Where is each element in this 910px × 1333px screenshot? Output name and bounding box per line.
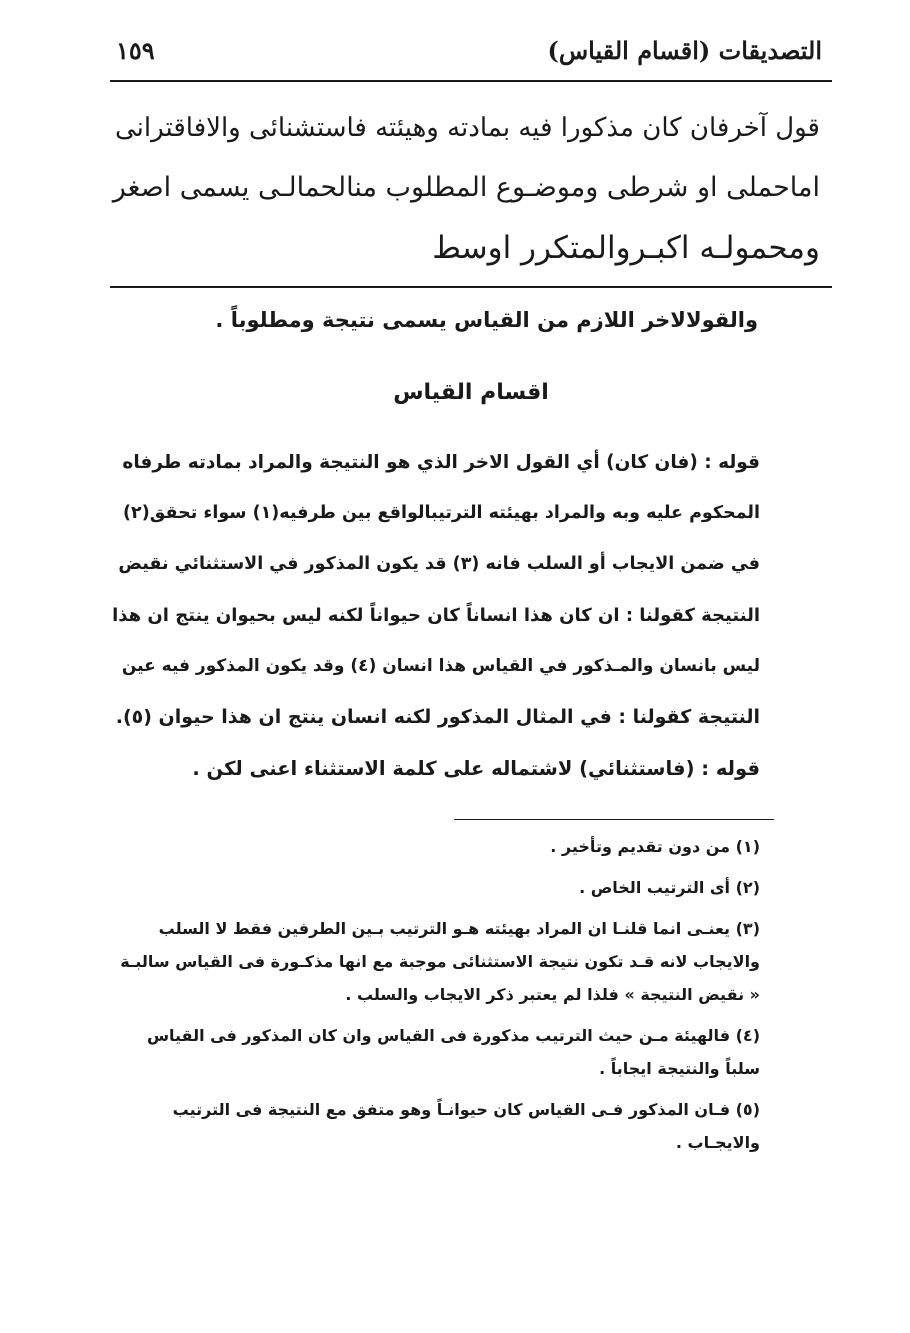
commentary-line: في ضمن الايجاب أو السلب فانه (٣) قد يكون المذكور في الاستثنائي نقيض <box>118 554 760 574</box>
commentary-block <box>108 437 760 794</box>
commentary-line: النتيجة كقولنا : ان كان هذا انساناً كان حيواناً لكنه ليس بحيوان ينتج ان هذا <box>112 605 760 626</box>
footnote-line: « نقيض النتيجة » فلذا لم يعتبر ذكر الايجاب والسلب . <box>345 985 760 1004</box>
footnote-4 <box>108 1019 760 1085</box>
matn-line: اماحملى او شرطى وموضـوع المطلوب منالحمالـى يسمى اصغر <box>112 172 820 203</box>
footnote-line: (٢) أى الترتيب الخاص . <box>579 878 760 897</box>
commentary-line: المحكوم عليه وبه والمراد بهيئته الترتيبالواقع بين طرفيه(١) سواء تحقق(٢) <box>123 503 760 523</box>
commentary-continuation: والقولالاخر اللازم من القياس يسمى نتيجة ومطلوباً . <box>215 308 758 332</box>
footnote-line: (١) من دون تقديم وتأخير . <box>550 837 760 856</box>
footnote-line: والايجاب لانه قـد تكون نتيجة الاستثنائى موجبة مع انها مذكـورة فى القياس سالبـة <box>120 952 760 971</box>
commentary-line: قوله : (فاستثنائي) لاشتماله على كلمة الاستثناء اعنى لكن . <box>192 757 760 780</box>
matn-divider <box>110 286 832 288</box>
matn-text-block <box>110 98 820 278</box>
footnote-1 <box>108 830 760 863</box>
section-heading: اقسام القياس <box>393 380 549 405</box>
footnote-line: والايجـاب . <box>675 1133 760 1152</box>
matn-line: ومحمولـه اكبـروالمتكرر اوسط <box>432 230 820 266</box>
running-title: التصديقات (اقسام القياس) <box>547 36 822 65</box>
footnote-divider <box>454 819 774 820</box>
footnote-line: سلباً والنتيجة ايجاباً . <box>599 1059 760 1078</box>
commentary-line: النتيجة كقولنا : في المثال المذكور لكنه انسان ينتج ان هذا حيوان (٥). <box>115 706 760 728</box>
commentary-line: قوله : (فان كان) أي القول الاخر الذي هو النتيجة والمراد بمادته طرفاه <box>122 452 760 473</box>
matn-line: قول آخرفان كان مذكورا فيه بمادته وهيئته فاستشنائى والافاقترانى <box>115 113 820 143</box>
footnotes <box>108 830 760 1167</box>
page-number: ١٥٩ <box>116 36 155 65</box>
commentary-line: ليس بانسان والمـذكور في القياس هذا انسان (٤) وقد يكون المذكور فيه عين <box>121 656 760 676</box>
page-header <box>110 30 832 76</box>
footnote-line: (٣) يعنـى انما قلنـا ان المراد بهيئته هـو الترتيب بـين الطرفين فقط لا السلب <box>158 919 760 938</box>
footnote-5 <box>108 1093 760 1159</box>
header-divider <box>110 80 832 82</box>
footnote-3 <box>108 912 760 1011</box>
footnote-line: (٤) فالهيئة مـن حيث الترتيب مذكورة فى القياس وان كان المذكور فى القياس <box>146 1026 760 1045</box>
footnote-line: (٥) فـان المذكور فـى القياس كان حيوانـاً وهو متفق مع النتيجة فى الترتيب <box>172 1100 760 1119</box>
footnote-2 <box>108 871 760 904</box>
